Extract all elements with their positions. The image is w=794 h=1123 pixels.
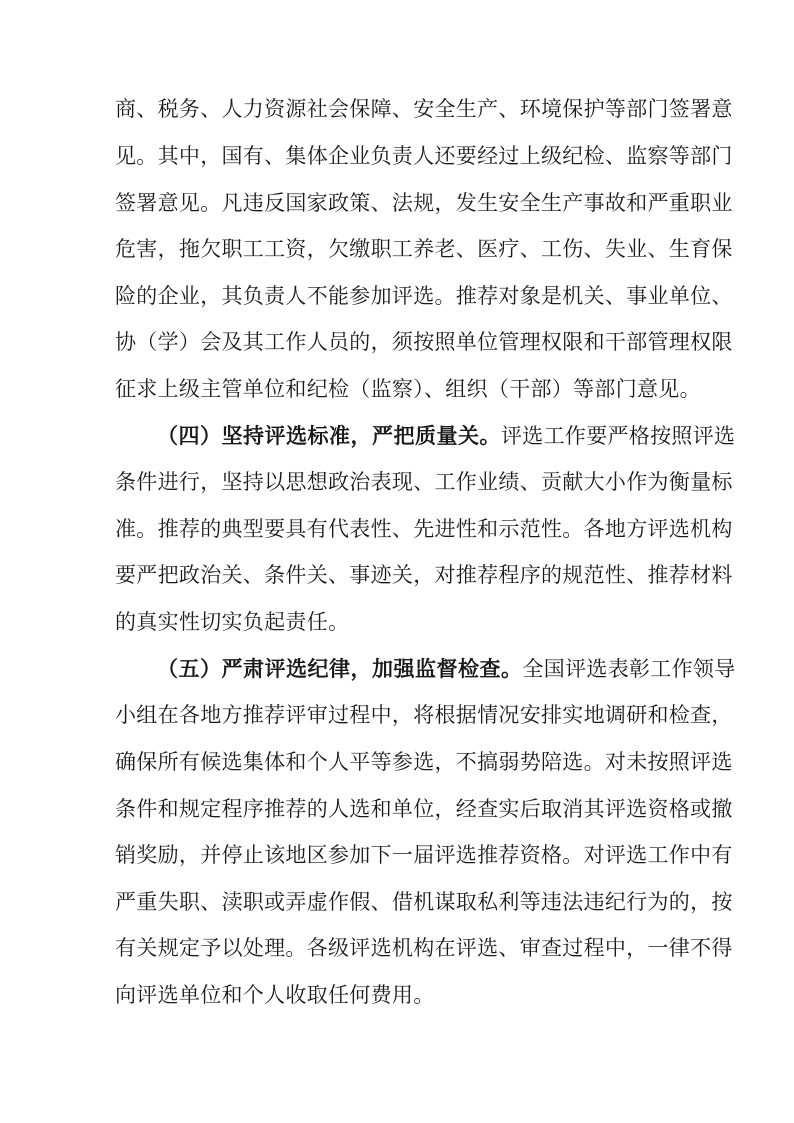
section-4-first-text: 评选工作要严格按照评选 bbox=[501, 424, 736, 448]
body-text-line: 销奖励，并停止该地区参加下一届评选推荐资格。对评选工作中有 bbox=[115, 843, 733, 867]
body-text-line: 商、税务、人力资源社会保障、安全生产、环境保护等部门签署意 bbox=[115, 97, 733, 121]
body-text-line: 有关规定予以处理。各级评选机构在评选、审查过程中，一律不得 bbox=[115, 936, 733, 960]
section-5-first-line bbox=[157, 654, 736, 684]
section-5-heading: （五）严肃评选纪律，加强监督检查。 bbox=[157, 657, 523, 681]
body-text-line: 见。其中，国有、集体企业负责人还要经过上级纪检、监察等部门 bbox=[115, 144, 733, 168]
section-4-first-line bbox=[157, 421, 736, 451]
body-text-line: 协（学）会及其工作人员的，须按照单位管理权限和干部管理权限 bbox=[115, 330, 733, 354]
body-text-line: 险的企业，其负责人不能参加评选。推荐对象是机关、事业单位、 bbox=[115, 284, 733, 308]
body-text-line: 要严把政治关、条件关、事迹关，对推荐程序的规范性、推荐材料 bbox=[115, 563, 733, 587]
section-5-first-text: 全国评选表彰工作领导 bbox=[522, 657, 736, 681]
body-text-line: 确保所有候选集体和个人平等参选，不搞弱势陪选。对未按照评选 bbox=[115, 750, 733, 774]
body-text-line: 条件和规定程序推荐的人选和单位，经查实后取消其评选资格或撤 bbox=[115, 797, 733, 821]
body-text-line: 向评选单位和个人收取任何费用。 bbox=[115, 983, 435, 1007]
body-text-line: 的真实性切实负起责任。 bbox=[115, 610, 350, 634]
body-text-line: 条件进行，坚持以思想政治表现、工作业绩、贡献大小作为衡量标 bbox=[115, 470, 733, 494]
body-text-line: 征求上级主管单位和纪检（监察）、组织（干部）等部门意见。 bbox=[115, 377, 701, 401]
body-text-line: 严重失职、渎职或弄虚作假、借机谋取私利等违法违纪行为的，按 bbox=[115, 890, 733, 914]
section-4-heading: （四）坚持评选标准，严把质量关。 bbox=[157, 424, 501, 448]
body-text-line: 准。推荐的典型要具有代表性、先进性和示范性。各地方评选机构 bbox=[115, 517, 733, 541]
body-text-line: 危害，拖欠职工工资，欠缴职工养老、医疗、工伤、失业、生育保 bbox=[115, 237, 733, 261]
body-text-line: 小组在各地方推荐评审过程中，将根据情况安排实地调研和检查， bbox=[115, 703, 733, 727]
body-text-line: 签署意见。凡违反国家政策、法规，发生安全生产事故和严重职业 bbox=[115, 191, 733, 215]
